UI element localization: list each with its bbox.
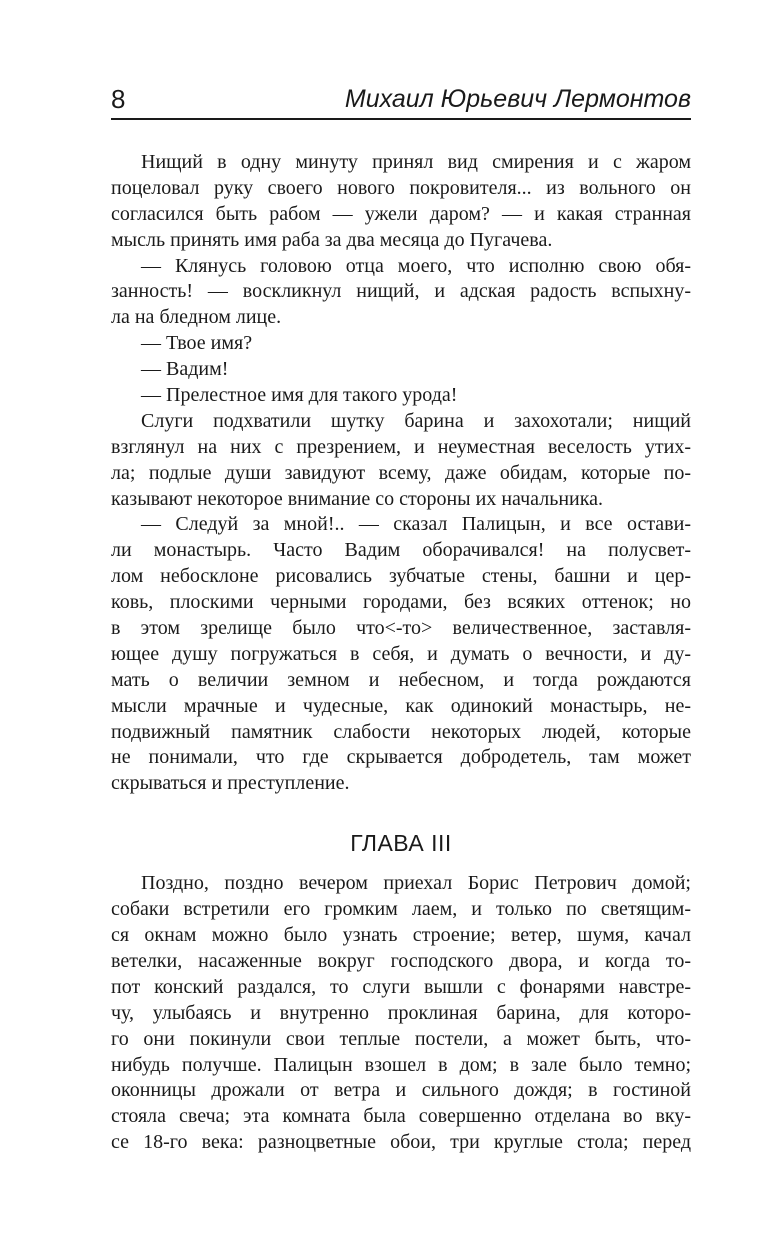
text-line: согласился быть рабом — ужели даром? — и какая странная bbox=[111, 202, 691, 225]
text-line: — Следуй за мной!.. — сказал Палицын, и все остави- bbox=[141, 513, 691, 536]
text-line: ющее душу погружаться в себя, и думать о вечности, и ду- bbox=[111, 642, 691, 665]
text-line: ковь, плоскими черными городами, без всяких оттенок; но bbox=[111, 591, 691, 614]
text-line: подвижный памятник слабости некоторых людей, которые bbox=[111, 720, 691, 743]
text-line: поцеловал руку своего нового покровителя... из вольного он bbox=[111, 176, 691, 199]
text-line: мысль принять имя раба за два месяца до Пугачева. bbox=[111, 228, 553, 251]
text-line: казывают некоторое внимание со стороны их начальника. bbox=[111, 487, 604, 510]
chapter-heading: ГЛАВА III bbox=[350, 830, 452, 857]
text-line: собаки встретили его громким лаем, и только по светящим- bbox=[111, 898, 691, 921]
text-line: нибудь получше. Палицын взошел в дом; в зале было темно; bbox=[111, 1053, 691, 1076]
text-line: чу, улыбаясь и внутренно проклиная барина, для которо- bbox=[111, 1001, 691, 1024]
text-line: Поздно, поздно вечером приехал Борис Петрович домой; bbox=[141, 872, 691, 895]
text-line: в этом зрелище было что<-то> величественное, заставля- bbox=[111, 617, 691, 640]
text-line: не понимали, что где скрывается добродетель, там может bbox=[111, 746, 691, 769]
text-line: — Клянусь головою отца моего, что исполню свою обя- bbox=[141, 254, 691, 277]
text-line: ли монастырь. Часто Вадим оборачивался! на полусвет- bbox=[111, 539, 691, 562]
text-line: ветелки, насаженные вокруг господского двора, и когда то- bbox=[111, 949, 691, 972]
text-line: ла; подлые души завидуют всему, даже обидам, которые по- bbox=[111, 461, 691, 484]
text-line: занность! — воскликнул нищий, и адская радость вспыхну- bbox=[111, 280, 691, 303]
text-line: стояла свеча; эта комната была совершенно отделана во вку- bbox=[111, 1105, 691, 1128]
text-line: скрываться и преступление. bbox=[111, 772, 350, 795]
page-number: 8 bbox=[111, 84, 126, 114]
text-line: пот конский раздался, то слуги вышли с фонарями навстре- bbox=[111, 975, 691, 998]
text-line: се 18-го века: разноцветные обои, три круглые стола; перед bbox=[111, 1131, 691, 1154]
text-line: мысли мрачные и чудесные, как одинокий монастырь, не- bbox=[111, 694, 691, 717]
body-text bbox=[111, 150, 691, 1156]
text-line: взглянул на них с презрением, и неуместная веселость утих- bbox=[111, 435, 691, 458]
text-line: — Прелестное имя для такого урода! bbox=[141, 384, 458, 407]
text-line: ся окнам можно было узнать строение; ветер, шумя, качал bbox=[111, 924, 691, 947]
text-line: ла на бледном лице. bbox=[111, 306, 282, 329]
text-line: Нищий в одну минуту принял вид смирения и с жаром bbox=[141, 151, 691, 173]
text-line: го они покинули свои теплые постели, а может быть, что- bbox=[111, 1027, 691, 1050]
page-header bbox=[111, 82, 691, 120]
text-line: — Вадим! bbox=[141, 358, 229, 381]
text-line: — Твое имя? bbox=[141, 332, 253, 355]
text-line: мать о величии земном и небесном, и тогда рождаются bbox=[111, 668, 691, 691]
text-line: оконницы дрожали от ветра и сильного дождя; в гостиной bbox=[111, 1079, 691, 1102]
text-line: Слуги подхватили шутку барина и захохотали; нищий bbox=[141, 409, 691, 432]
running-title: Михаил Юрьевич Лермонтов bbox=[344, 85, 691, 113]
text-line: лом небосклоне рисовались зубчатые стены, башни и цер- bbox=[111, 565, 691, 588]
